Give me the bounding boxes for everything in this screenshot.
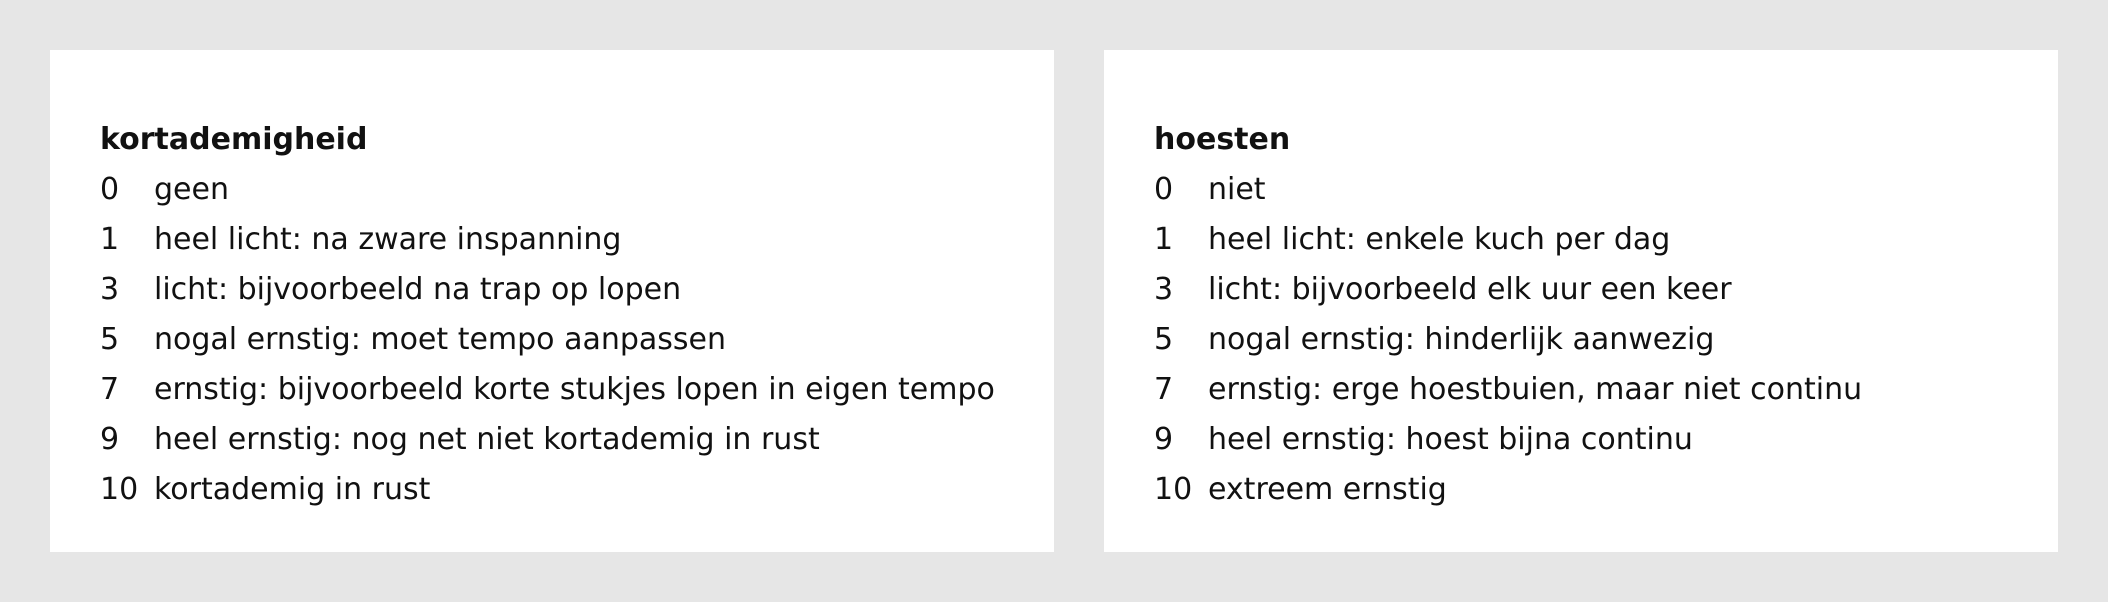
scale-row (1154, 420, 2058, 470)
scale-score: 3 (1154, 272, 1174, 307)
scale-description: ernstig: erge hoestbuien, maar niet continu (1208, 372, 1863, 407)
scale-description: extreem ernstig (1208, 472, 1447, 507)
scale-score: 7 (100, 372, 120, 407)
scale-score: 9 (1154, 422, 1174, 457)
scale-description: licht: bijvoorbeeld na trap op lopen (154, 272, 682, 307)
scale-score: 7 (1154, 372, 1174, 407)
scale-row (1154, 270, 2058, 320)
scale-score: 5 (100, 322, 120, 357)
scale-score: 0 (100, 172, 120, 207)
scale-description: niet (1208, 172, 1266, 207)
scale-description: geen (154, 172, 229, 207)
scale-row (1154, 370, 2058, 420)
scale-row (1154, 320, 2058, 370)
scale-score: 10 (1154, 472, 1193, 507)
scale-row (1154, 170, 2058, 220)
scale-description: heel licht: na zware inspanning (154, 222, 622, 257)
scale-score: 10 (100, 472, 139, 507)
scale-row (100, 170, 1054, 220)
scale-card-kortademigheid (50, 50, 1054, 552)
scale-card-hoesten (1104, 50, 2058, 552)
scale-row (1154, 220, 2058, 270)
scale-score: 3 (100, 272, 120, 307)
scale-row (100, 420, 1054, 470)
scale-description: heel ernstig: hoest bijna continu (1208, 422, 1693, 457)
scale-row (1154, 470, 2058, 520)
scale-row (100, 320, 1054, 370)
scale-description: nogal ernstig: moet tempo aanpassen (154, 322, 727, 357)
scale-row (100, 270, 1054, 320)
scale-score: 0 (1154, 172, 1174, 207)
scale-description: kortademig in rust (154, 472, 431, 507)
scale-description: licht: bijvoorbeeld elk uur een keer (1208, 272, 1732, 307)
card-title: hoesten (1154, 122, 1291, 157)
scale-description: nogal ernstig: hinderlijk aanwezig (1208, 322, 1715, 357)
card-title: kortademigheid (100, 122, 368, 157)
scale-description: heel ernstig: nog net niet kortademig in rust (154, 422, 820, 457)
scale-score: 1 (1154, 222, 1174, 257)
scale-row (100, 470, 1054, 520)
scale-score: 1 (100, 222, 120, 257)
scale-row (100, 220, 1054, 270)
scale-score: 9 (100, 422, 120, 457)
scale-row (100, 370, 1054, 420)
scale-description: ernstig: bijvoorbeeld korte stukjes lopen in eigen tempo (154, 372, 995, 407)
scale-score: 5 (1154, 322, 1174, 357)
scale-description: heel licht: enkele kuch per dag (1208, 222, 1671, 257)
